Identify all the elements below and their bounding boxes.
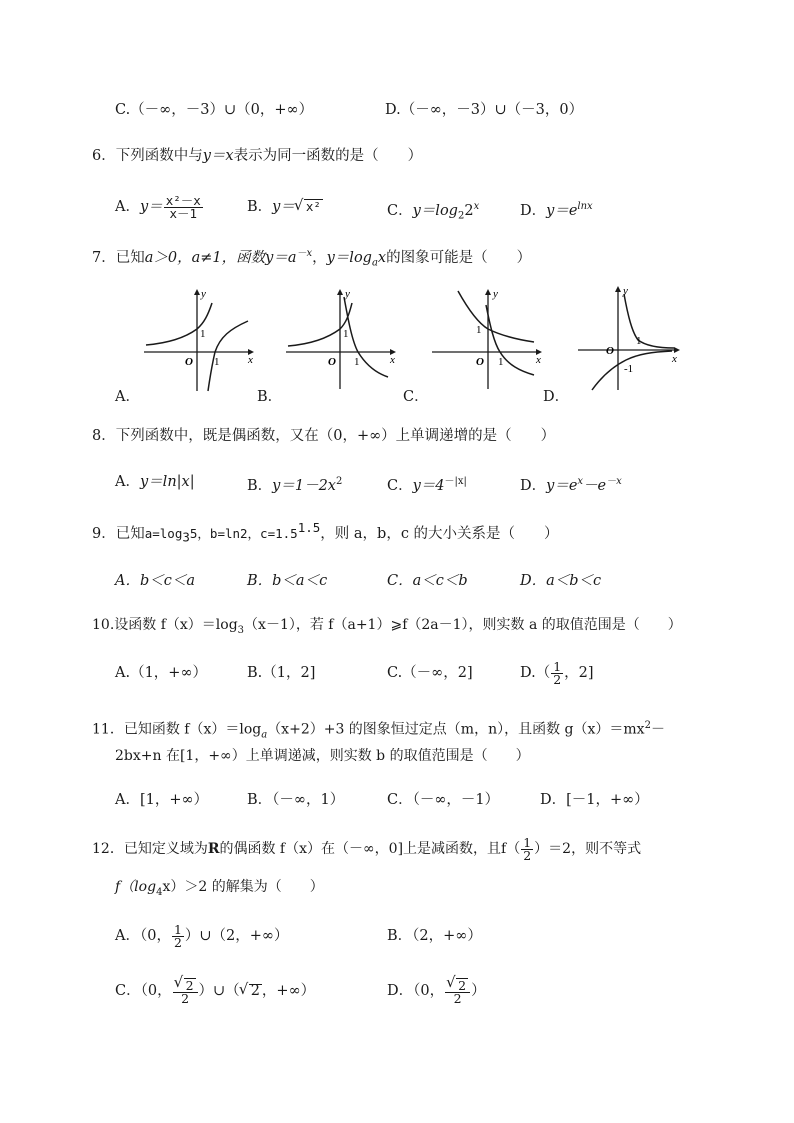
- q11-line1-part1: 11．已知函数 f（x）＝log: [92, 721, 262, 738]
- q6-a-fraction: [164, 192, 203, 221]
- q8-d-label: D．: [520, 477, 547, 494]
- q6-options-row: [0, 192, 794, 222]
- q7-d-x-tick: 1: [636, 335, 642, 347]
- q12-stem-line2: [0, 872, 794, 902]
- q5-options-row: [0, 95, 794, 125]
- q9-cond-a-tail: 5，b=ln2，c=1.5: [189, 525, 298, 541]
- q12-line1-part1: 12．已知定义域为: [92, 841, 208, 857]
- q11-line2-text: 2bx+n 在[1，+∞）上单调递减，则实数 b 的取值范围是（ ）: [115, 748, 530, 764]
- q6-a-denominator: x－1: [169, 205, 197, 221]
- q10-d-label: D.（: [520, 665, 551, 681]
- q6-stem: [0, 141, 794, 171]
- q12-d-part2: ）: [471, 983, 486, 999]
- q7-d-y-label: y: [623, 285, 628, 297]
- q10-d-denominator: 2: [553, 671, 562, 687]
- q6-a-lhs: y＝: [139, 199, 163, 215]
- q7-c-x-tick: 1: [498, 356, 504, 368]
- q6-stem-var: y＝x: [202, 148, 234, 164]
- q7-a-y-label: y: [201, 288, 206, 300]
- q12-c-num-sqrt: [175, 978, 196, 992]
- q12-line2-part1: f（log: [115, 879, 157, 895]
- q7-option-b: B．: [257, 389, 283, 405]
- q12-d-num-radicand: 2: [458, 977, 467, 993]
- q11-stem-line2: [0, 741, 794, 771]
- q7-stem-f1: y＝a: [265, 249, 297, 266]
- q10-option-a: A.（1，+∞）: [115, 665, 208, 681]
- q7-c-origin: O: [476, 356, 484, 368]
- q6-b-radicand: x²: [305, 199, 321, 214]
- q9-option-d: D．a＜b＜c: [520, 573, 602, 589]
- q12-line2-sub: 4: [156, 886, 163, 898]
- q7-stem-cond: a＞0，a≠1，函数: [144, 249, 266, 266]
- q12-c-part3: ，+∞）: [261, 983, 316, 999]
- q12-line1-fraction: [521, 834, 533, 863]
- q7-stem-f1-sup: －x: [296, 248, 313, 259]
- q6-b-sqrt: [295, 192, 323, 222]
- q7-c-y-arrow: [485, 289, 491, 295]
- q8-d-sup-2: －x: [606, 476, 622, 487]
- q12-c-part2: ）∪（: [198, 983, 240, 999]
- q7-d-curve-exp: [624, 294, 674, 348]
- q7-c-y-tick: 1: [476, 324, 482, 336]
- q7-d-y-tick: -1: [624, 363, 634, 375]
- q11-option-a: A．[1，+∞）: [115, 792, 209, 808]
- q7-graph-labels-row: [0, 382, 794, 412]
- q8-option-b: [247, 467, 342, 501]
- q10-d-tail: ，2]: [564, 665, 594, 681]
- q8-a-expr: y＝ln|x|: [139, 474, 195, 490]
- q11-line1-part3: －: [650, 721, 665, 738]
- q11-option-c: C．（－∞，－1）: [387, 792, 500, 808]
- q8-c-label: C．: [387, 477, 413, 494]
- q7-b-y-arrow: [337, 289, 343, 295]
- q7-d-y-arrow: [615, 286, 621, 292]
- q8-a-label: A．: [115, 474, 140, 490]
- q11-line1-sup: 2: [644, 720, 651, 731]
- q11-options-row: [0, 785, 794, 815]
- q7-stem-suffix: 的图象可能是（ ）: [386, 249, 532, 266]
- q9-stem-suffix: ，则 a，b，c 的大小关系是（ ）: [320, 525, 559, 542]
- q7-graph-c: [428, 285, 548, 395]
- q7-c-y-label: y: [493, 288, 498, 300]
- q12-line1-denominator: 2: [523, 847, 532, 863]
- q7-a-x-tick: 1: [214, 356, 220, 368]
- q12-c-denominator: 2: [181, 990, 190, 1006]
- q7-option-d: D．: [543, 389, 570, 405]
- q12-a-denominator: 2: [173, 934, 182, 950]
- q7-a-y-arrow: [194, 289, 200, 295]
- q6-option-b: [247, 192, 323, 222]
- q10-stem-1: 10.设函数 f（x）＝log: [92, 617, 238, 633]
- q8-d-expr-2: －e: [583, 477, 607, 494]
- q12-c-part1: C．（0，: [115, 983, 172, 999]
- q7-c-x-label: x: [536, 354, 541, 366]
- q6-d-sup: lnx: [577, 201, 593, 212]
- q8-options-row: [0, 467, 794, 497]
- q7-b-origin: O: [328, 356, 336, 368]
- q9-option-b: B．b＜a＜c: [247, 573, 328, 589]
- q7-graph-b: [282, 285, 402, 395]
- q12-line1-numerator: 1: [523, 834, 532, 850]
- q7-a-x-label: x: [248, 354, 253, 366]
- q8-option-a: [115, 467, 195, 497]
- q7-a-origin: O: [185, 356, 193, 368]
- q6-c-label: C．: [387, 202, 413, 219]
- q11-option-d: D．[－1，+∞）: [540, 792, 649, 808]
- q7-stem-f2-x: x: [377, 249, 387, 266]
- q8-c-expr: y＝4: [412, 477, 445, 494]
- q10-options-row: [0, 658, 794, 688]
- q10-option-c: C.（－∞，2]: [387, 665, 473, 681]
- q9-cond-a: a=log: [144, 525, 183, 541]
- q8-d-sup-1: x: [577, 476, 584, 487]
- q8-d-expr-1: y＝e: [546, 477, 578, 494]
- q12-line1-r: R: [207, 841, 220, 857]
- q7-graph-d: [574, 280, 684, 395]
- q7-stem-f2-sub: a: [371, 257, 378, 269]
- q12-line2-part2: x）＞2 的解集为（ ）: [162, 879, 324, 895]
- q7-d-origin: O: [606, 345, 614, 357]
- q8-option-d: [520, 467, 622, 501]
- q12-option-c: [115, 976, 315, 1006]
- q7-stem-f2: y＝log: [326, 249, 372, 266]
- q11-stem-line1: [0, 711, 794, 741]
- q6-c-sub: 2: [457, 210, 465, 222]
- q6-b-lhs: y＝: [272, 199, 295, 215]
- q6-option-d: [520, 192, 593, 226]
- q12-d-num-sqrt: [447, 978, 468, 992]
- q6-c-sup: x: [473, 201, 480, 212]
- q12-options-row-2: [0, 976, 794, 1006]
- q10-d-fraction: [551, 658, 563, 687]
- q6-option-a: [115, 192, 204, 222]
- q6-b-label: B．: [247, 199, 273, 215]
- q8-b-sup: 2: [335, 476, 343, 487]
- q12-line1-part3: ）＝2，则不等式: [534, 841, 642, 857]
- q9-options-row: [0, 566, 794, 596]
- q12-a-part2: ）∪（2，+∞）: [184, 928, 289, 944]
- q12-options-row-1: [0, 921, 794, 951]
- q7-stem-prefix: 7．已知: [92, 249, 145, 266]
- q12-a-fraction: [172, 921, 184, 950]
- q7-option-c: C．: [403, 389, 429, 405]
- q6-stem-prefix: 6．下列函数中与: [92, 148, 203, 164]
- q10-option-b: B.（1，2]: [247, 665, 316, 681]
- q10-option-d: [520, 658, 594, 688]
- q11-option-b: B．（－∞，1）: [247, 792, 345, 808]
- q7-b-x-tick: 1: [354, 356, 360, 368]
- q8-c-sup: －|x|: [444, 476, 467, 487]
- q12-c-fraction: [173, 978, 198, 1005]
- q12-line1-f: f（: [501, 841, 521, 857]
- q9-option-c: C．a＜c＜b: [387, 573, 468, 589]
- q6-d-label: D．: [520, 202, 547, 219]
- q9-cond-a-sub: 3: [182, 529, 190, 545]
- q12-option-b: B．（2，+∞）: [387, 928, 482, 944]
- q10-stem: [0, 610, 794, 640]
- q6-stem-suffix: 表示为同一函数的是（ ）: [233, 148, 423, 164]
- q6-c-base: 2: [464, 202, 474, 219]
- q6-a-label: A．: [115, 199, 140, 215]
- q12-option-d: [387, 976, 486, 1006]
- q11-line1-sub: a: [261, 729, 268, 741]
- q7-b-x-label: x: [390, 354, 395, 366]
- q9-stem-prefix: 9．已知: [92, 525, 145, 542]
- q7-b-y-label: y: [345, 288, 350, 300]
- q12-a-numerator: 1: [173, 921, 182, 937]
- q12-c-radicand: 2: [250, 983, 260, 999]
- q12-option-a: [115, 921, 289, 951]
- q12-d-denominator: 2: [453, 990, 462, 1006]
- q7-stem: [0, 239, 794, 269]
- q12-a-part1: A．（0，: [115, 928, 171, 944]
- q6-d-expr: y＝e: [546, 202, 578, 219]
- q11-line1-part2: （x+2）+3 的图象恒过定点（m，n），且函数 g（x）＝mx: [267, 721, 645, 738]
- q8-b-label: B．: [247, 477, 273, 494]
- q12-c-num-radicand: 2: [185, 977, 194, 993]
- q7-d-x-label: x: [672, 353, 677, 365]
- q6-c-expr: y＝log: [412, 202, 458, 219]
- q9-cond-c-sup: 1.5: [297, 520, 321, 535]
- q5-option-c: C.（－∞，－3）∪（0，+∞）: [115, 102, 314, 118]
- q8-option-c: [387, 467, 467, 501]
- q7-option-a: A．: [115, 389, 140, 405]
- q7-b-y-tick: 1: [343, 328, 349, 340]
- q6-a-numerator: x²－x: [165, 192, 201, 208]
- q10-stem-sub: 3: [237, 624, 245, 636]
- q12-stem-line1: [0, 834, 794, 864]
- q12-d-fraction: [445, 978, 470, 1005]
- q10-d-numerator: 1: [553, 658, 562, 674]
- q7-c-curve-log: [486, 305, 534, 375]
- q7-graph-a: [140, 285, 260, 395]
- q12-d-part1: D．（0，: [387, 983, 445, 999]
- q7-stem-mid: ，: [312, 249, 327, 266]
- q10-stem-2: （x－1），若 f（a+1）⩾f（2a－1），则实数 a 的取值范围是（ ）: [244, 617, 682, 633]
- q9-option-a: A．b＜c＜a: [115, 573, 196, 589]
- q6-option-c: [387, 192, 479, 232]
- q9-stem: [0, 513, 794, 543]
- q12-line1-part2: 的偶函数 f（x）在（－∞，0]上是减函数，且: [219, 841, 502, 857]
- q8-stem: [0, 421, 794, 451]
- q7-a-y-tick: 1: [200, 328, 206, 340]
- q12-c-sqrt: [240, 976, 262, 1006]
- q8-b-expr: y＝1－2x: [272, 477, 336, 494]
- q5-option-d: D.（－∞，－3）∪（－3，0）: [385, 102, 584, 118]
- q8-stem-text: 8．下列函数中，既是偶函数，又在（0，+∞）上单调递增的是（ ）: [92, 428, 556, 444]
